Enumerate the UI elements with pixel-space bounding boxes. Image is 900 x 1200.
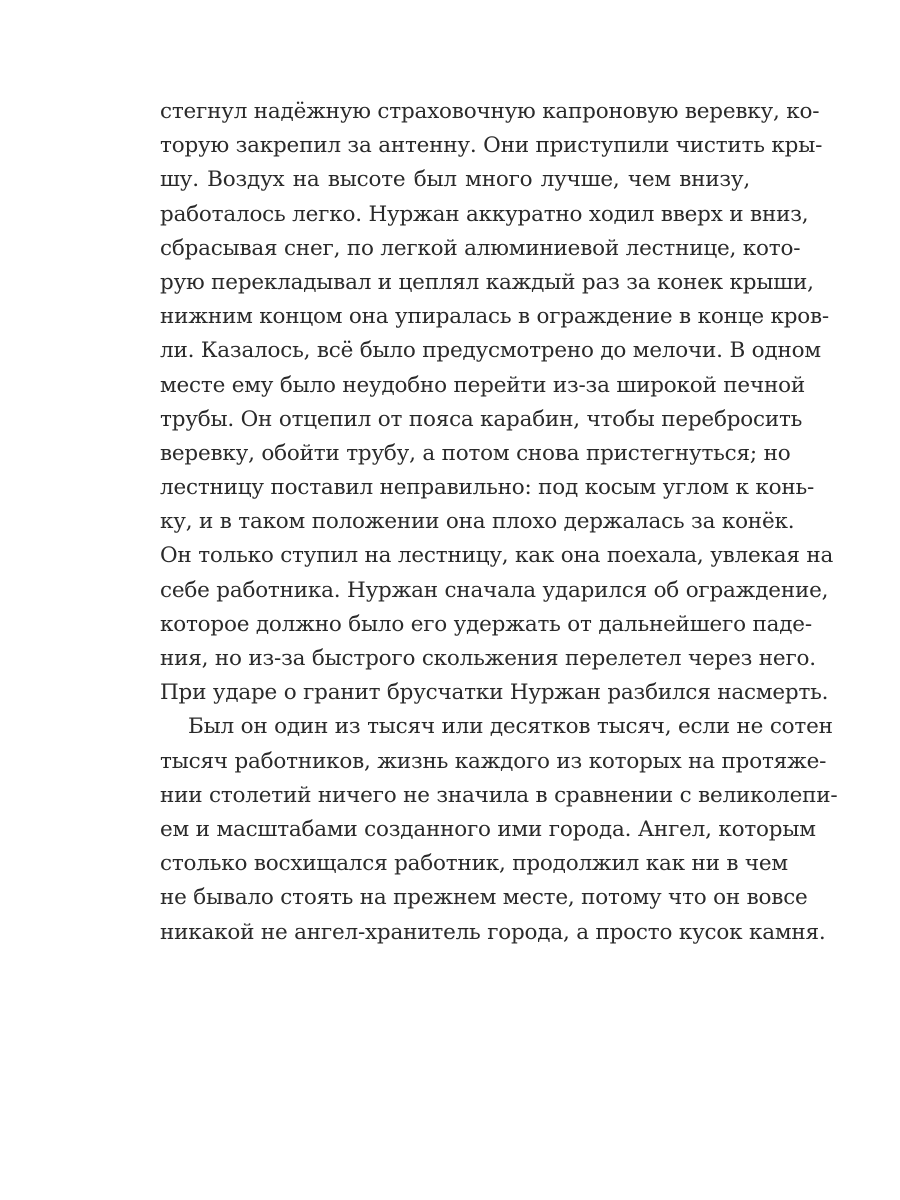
text-line: трубы. Он отцепил от пояса карабин, чтобы перебросить <box>160 406 803 432</box>
text-line: нижним концом она упиралась в ограждение в конце кров- <box>160 304 830 330</box>
text-line: не бывало стоять на прежнем месте, потому что он вовсе <box>160 885 808 911</box>
text-line: ния, но из-за быстрого скольжения перелетел через него. <box>160 646 816 671</box>
text-line: торую закрепил за антенну. Они приступили чистить кры- <box>160 133 823 159</box>
text-line: нии столетий ничего не значила в сравнении с великолепи- <box>160 782 838 808</box>
text-line: никакой не ангел-хранитель города, а просто кусок камня. <box>160 919 826 945</box>
paragraph-2 <box>160 710 838 949</box>
body-text <box>160 95 838 950</box>
text-line: которое должно было его удержать от дальнейшего паде- <box>160 611 812 637</box>
text-line: Он только ступил на лестницу, как она поехала, увлекая на <box>160 543 834 569</box>
text-line: стегнул надёжную страховочную капроновую веревку, ко- <box>160 99 820 124</box>
text-line: работалось легко. Нуржан аккуратно ходил вверх и вниз, <box>160 201 809 227</box>
paragraph-1 <box>160 95 834 710</box>
text-line: шу. Воздух на высоте был много лучше, чем внизу, <box>160 167 750 193</box>
text-line: ли. Казалось, всё было предусмотрено до мелочи. В одном <box>160 338 821 364</box>
text-line: ем и масштабами созданного ими города. Ангел, которым <box>160 816 816 842</box>
text-line: рую перекладывал и цеплял каждый раз за конек крыши, <box>160 269 814 295</box>
text-line: себе работника. Нуржан сначала ударился об ограждение, <box>160 577 829 603</box>
text-line: лестницу поставил неправильно: под косым углом к конь- <box>160 475 815 501</box>
text-line: столько восхищался работник, продолжил как ни в чем <box>160 851 788 877</box>
text-line: ку, и в таком положении она плохо держалась за конёк. <box>160 509 795 535</box>
text-line: веревку, обойти трубу, а потом снова пристегнуться; но <box>160 440 791 466</box>
text-line: При ударе о гранит брусчатки Нуржан разбился насмерть. <box>160 680 829 706</box>
text-line: тысяч работников, жизнь каждого из которых на протяже- <box>160 748 827 774</box>
text-line: месте ему было неудобно перейти из-за широкой печной <box>160 372 805 398</box>
text-line: Был он один из тысяч или десятков тысяч, если не сотен <box>188 714 833 740</box>
text-line: сбрасывая снег, по легкой алюминиевой лестнице, кото- <box>160 235 801 261</box>
